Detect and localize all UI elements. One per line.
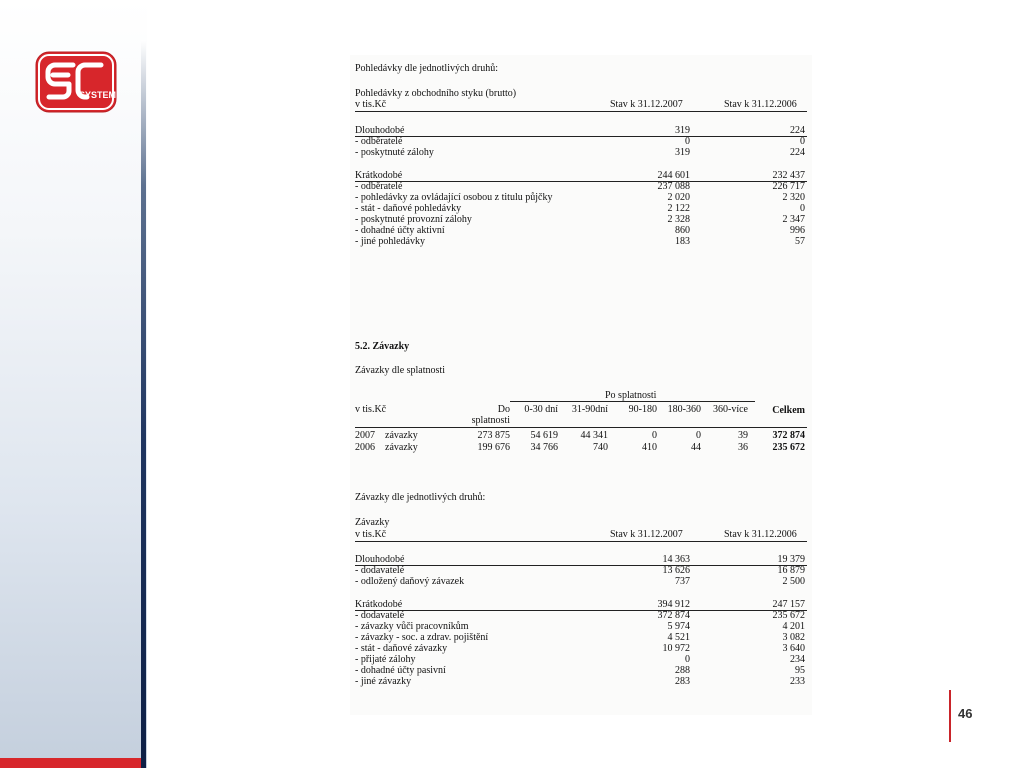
row-value-2006: 232 437 xyxy=(772,170,805,181)
row-label: - pohledávky za ovládající osobou z titulu půjčky xyxy=(355,192,553,203)
row-value-2007: 13 626 xyxy=(662,565,690,576)
row-label: - odběratelé xyxy=(355,136,403,147)
gc-system-logo xyxy=(35,51,117,113)
maturity-col-do: Do xyxy=(497,404,510,415)
row-value-2007: 860 xyxy=(675,225,690,236)
row-value-2007: 4 521 xyxy=(667,632,690,643)
row-value-2007: 244 601 xyxy=(657,170,690,181)
row-label: - jiné závazky xyxy=(355,676,412,687)
row-value-2007: 394 912 xyxy=(657,599,690,610)
maturity-col-header: 360-více xyxy=(713,404,748,415)
row-value-2006: 996 xyxy=(790,225,805,236)
maturity-row-value: 54 619 xyxy=(530,430,558,441)
logo-text: SYSTEM xyxy=(79,90,117,100)
row-label: Krátkodobé xyxy=(355,599,403,610)
row-value-2006: 2 500 xyxy=(782,576,805,587)
maturity-row-value: 44 341 xyxy=(580,430,608,441)
receivables-subtitle: Pohledávky z obchodního styku (brutto) xyxy=(355,88,517,99)
row-label: - dohadné účty pasivní xyxy=(355,665,446,676)
row-label: - závazky vůči pracovníkům xyxy=(355,621,469,632)
maturity-row-value: 740 xyxy=(593,442,608,453)
row-value-2007: 2 020 xyxy=(667,192,690,203)
row-label: - přijaté zálohy xyxy=(355,654,416,665)
maturity-col-total: Celkem xyxy=(772,405,805,416)
row-value-2007: 5 974 xyxy=(667,621,690,632)
row-value-2006: 0 xyxy=(800,136,805,147)
row-value-2006: 19 379 xyxy=(777,554,805,565)
row-value-2007: 14 363 xyxy=(662,554,690,565)
row-value-2007: 2 328 xyxy=(667,214,690,225)
maturity-col-do-2: splatnosti xyxy=(471,415,510,426)
maturity-group-rule xyxy=(510,401,755,402)
page-number-divider xyxy=(949,690,951,742)
row-value-2006: 226 717 xyxy=(772,181,805,192)
row-value-2007: 2 122 xyxy=(667,203,690,214)
maturity-subtitle: Závazky dle splatnosti xyxy=(355,365,445,376)
maturity-row-total: 235 672 xyxy=(772,442,805,453)
scanned-financial-page xyxy=(350,55,812,715)
row-value-2006: 3 640 xyxy=(782,643,805,654)
row-value-2006: 224 xyxy=(790,147,805,158)
row-value-2006: 2 320 xyxy=(782,192,805,203)
liabilities-col-2006: Stav k 31.12.2006 xyxy=(724,529,797,540)
row-value-2006: 233 xyxy=(790,676,805,687)
maturity-row-value: 410 xyxy=(642,442,657,453)
row-value-2007: 283 xyxy=(675,676,690,687)
maturity-section-title: 5.2. Závazky xyxy=(355,341,410,352)
liabilities-col-2007: Stav k 31.12.2007 xyxy=(610,529,683,540)
row-value-2006: 247 157 xyxy=(772,599,805,610)
maturity-col-header: 180-360 xyxy=(667,404,701,415)
maturity-header-rule xyxy=(355,427,807,428)
row-label: - jiné pohledávky xyxy=(355,236,425,247)
row-label: - poskytnuté provozní zálohy xyxy=(355,214,472,225)
row-label: Dlouhodobé xyxy=(355,554,405,565)
page-number: 46 xyxy=(958,706,973,721)
row-value-2006: 234 xyxy=(790,654,805,665)
row-value-2007: 237 088 xyxy=(657,181,690,192)
row-label: Krátkodobé xyxy=(355,170,403,181)
row-value-2007: 0 xyxy=(685,654,690,665)
row-label: - poskytnuté zálohy xyxy=(355,147,434,158)
row-value-2007: 288 xyxy=(675,665,690,676)
receivables-header-rule xyxy=(355,111,807,112)
row-value-2007: 10 972 xyxy=(662,643,690,654)
maturity-row-value: 34 766 xyxy=(530,442,558,453)
row-value-2006: 95 xyxy=(795,665,805,676)
row-value-2007: 372 874 xyxy=(657,610,690,621)
row-label: - závazky - soc. a zdrav. pojištění xyxy=(355,632,489,643)
liabilities-subtitle: Závazky xyxy=(355,517,390,528)
row-value-2007: 183 xyxy=(675,236,690,247)
sidebar xyxy=(0,0,147,768)
maturity-row-total: 372 874 xyxy=(772,430,805,441)
maturity-row-value: 0 xyxy=(652,430,657,441)
row-value-2006: 224 xyxy=(790,125,805,136)
sidebar-edge xyxy=(141,40,146,768)
row-value-2006: 4 201 xyxy=(782,621,805,632)
maturity-row-value: 36 xyxy=(738,442,748,453)
row-value-2006: 235 672 xyxy=(772,610,805,621)
row-label: - dodavatelé xyxy=(355,565,405,576)
maturity-row-value: 44 xyxy=(691,442,701,453)
maturity-row-value: 39 xyxy=(738,430,748,441)
row-label: - stát - daňové pohledávky xyxy=(355,203,462,214)
row-value-2007: 319 xyxy=(675,125,690,136)
row-label: - odložený daňový závazek xyxy=(355,576,465,587)
maturity-unit: v tis.Kč xyxy=(355,404,387,415)
row-label: Dlouhodobé xyxy=(355,125,405,136)
row-label: - odběratelé xyxy=(355,181,403,192)
maturity-row-label: závazky xyxy=(385,442,418,453)
row-value-2006: 0 xyxy=(800,203,805,214)
maturity-row-value: 199 676 xyxy=(477,442,510,453)
receivables-col-2007: Stav k 31.12.2007 xyxy=(610,99,683,110)
liabilities-header-rule xyxy=(355,541,807,542)
receivables-unit: v tis.Kč xyxy=(355,99,387,110)
liabilities-unit: v tis.Kč xyxy=(355,529,387,540)
row-label: - dohadné účty aktivní xyxy=(355,225,445,236)
row-label: - stát - daňové závazky xyxy=(355,643,448,654)
maturity-col-header: 90-180 xyxy=(628,404,657,415)
receivables-col-2006: Stav k 31.12.2006 xyxy=(724,99,797,110)
maturity-row-value: 0 xyxy=(696,430,701,441)
maturity-row-year: 2007 xyxy=(355,430,375,441)
row-value-2007: 0 xyxy=(685,136,690,147)
row-value-2006: 16 879 xyxy=(777,565,805,576)
row-value-2006: 3 082 xyxy=(782,632,805,643)
receivables-title: Pohledávky dle jednotlivých druhů: xyxy=(355,63,499,74)
maturity-row-year: 2006 xyxy=(355,442,375,453)
liabilities-title: Závazky dle jednotlivých druhů: xyxy=(355,492,486,503)
maturity-row-value: 273 875 xyxy=(477,430,510,441)
maturity-group-header: Po splatnosti xyxy=(605,390,657,401)
maturity-col-header: 31-90dní xyxy=(571,404,608,415)
row-value-2007: 319 xyxy=(675,147,690,158)
maturity-row-label: závazky xyxy=(385,430,418,441)
maturity-col-header: 0-30 dní xyxy=(524,404,558,415)
row-value-2007: 737 xyxy=(675,576,690,587)
row-label: - dodavatelé xyxy=(355,610,405,621)
row-value-2006: 57 xyxy=(795,236,805,247)
sidebar-bottom-bar xyxy=(0,758,141,768)
row-value-2006: 2 347 xyxy=(782,214,805,225)
